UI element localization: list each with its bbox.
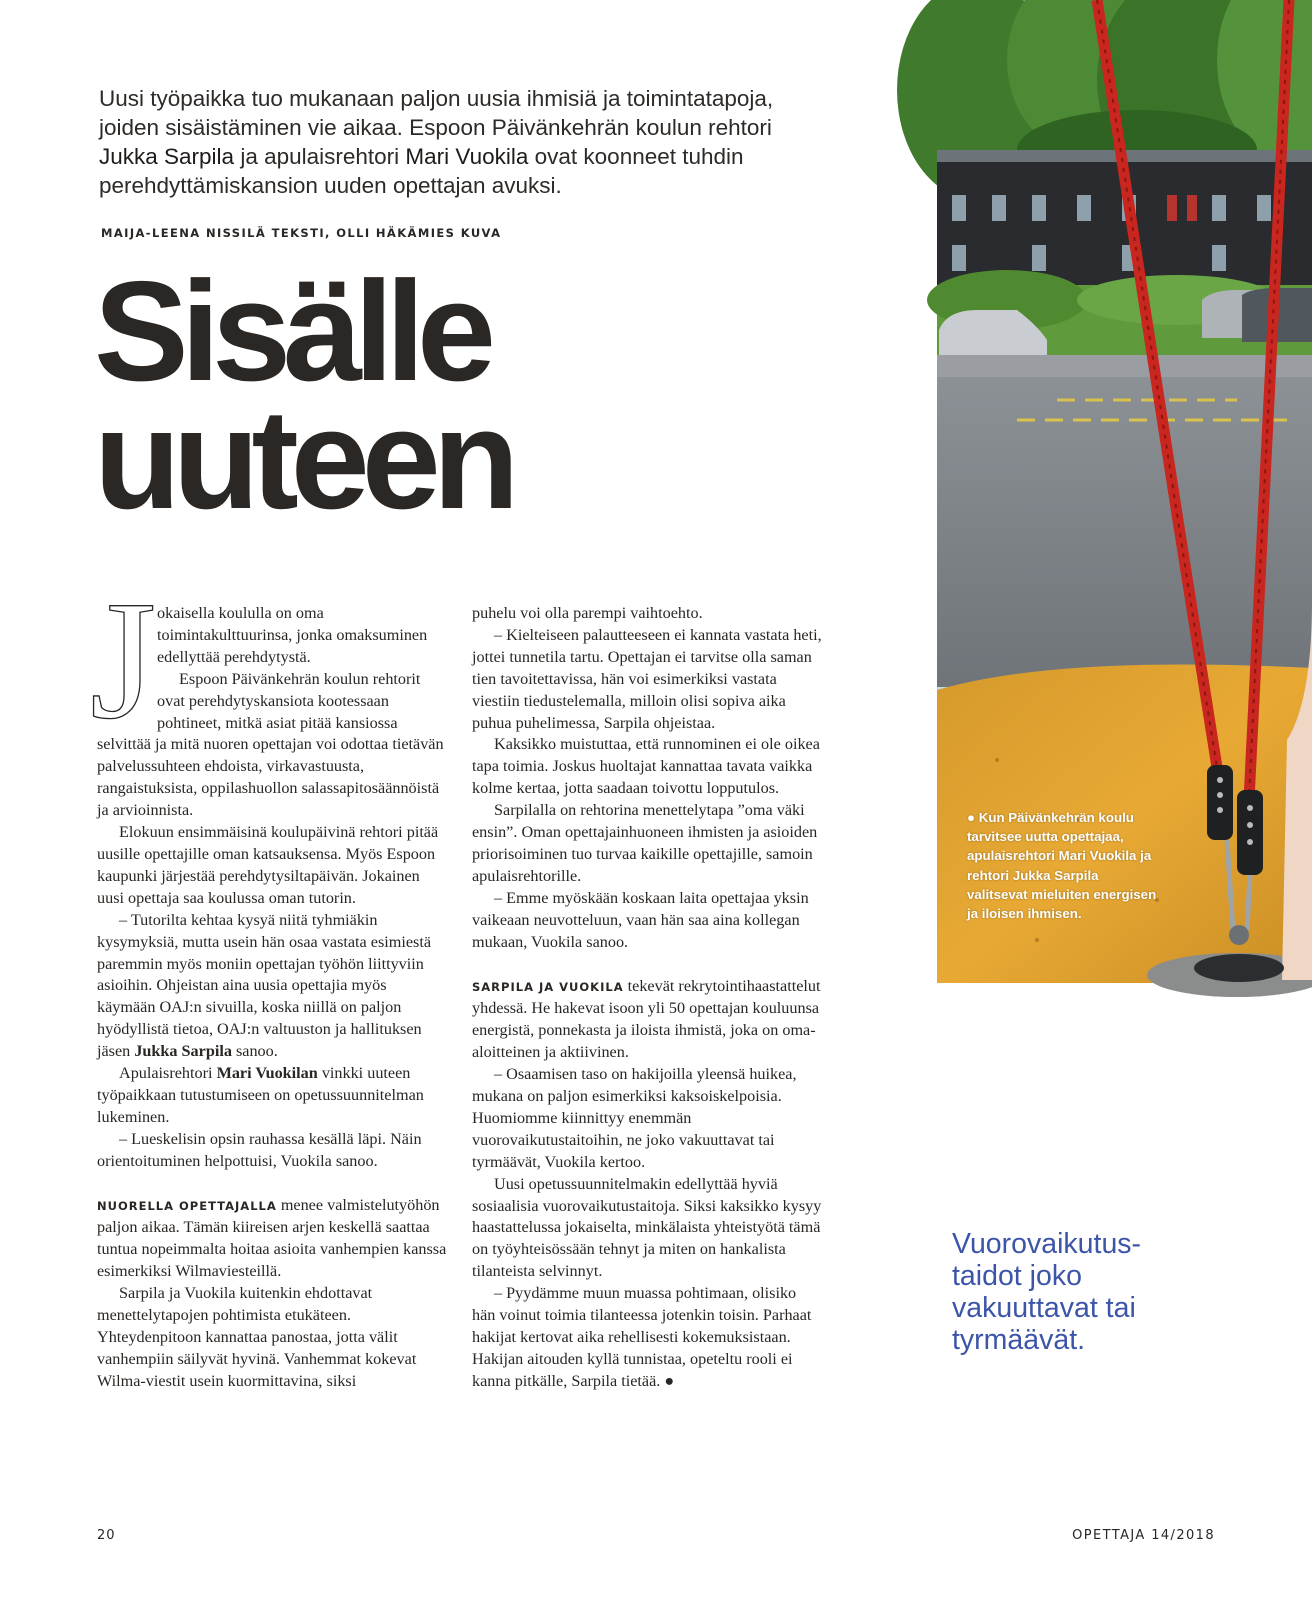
photo-caption: ● Kun Päivänkehrän koulu tarvitsee uutta opettajaa, apulaisrehtori Mari Vuokila ja rehtori Jukka Sarpila valitsevat mieluiten energisen ja iloisen ihmisen. xyxy=(967,810,1157,922)
col2-paragraph-4: Sarpilalla on rehtorina menettelytapa ”oma väki ensin”. Oman opettajainhuoneen ihmisten ja asioiden priorisoiminen tuo turvaa kaikille opettajille, samoin apulaisrehtorille. xyxy=(472,801,818,885)
pull-quote: Vuorovaikutus-taidot joko vakuuttavat tai tyrmäävät. xyxy=(952,1228,1142,1356)
ingress-name-2: Mari Vuokila xyxy=(405,144,529,169)
col1-paragraph-5 xyxy=(97,1063,447,1129)
col2-p6-lead: SARPILA JA VUOKILA xyxy=(472,979,624,994)
col1-paragraph-6: – Lueskelisin opsin rauhassa kesällä läpi. Näin orientoituminen helpottuisi, Vuokila sanoo. xyxy=(97,1129,422,1170)
article-credits: MAIJA-LEENA NISSILÄ TEKSTI, OLLI HÄKÄMIES KUVA xyxy=(101,226,502,240)
drop-cap-letter: J xyxy=(90,566,157,754)
end-mark: ● xyxy=(664,1371,675,1390)
col1-paragraph-8: Sarpila ja Vuokila kuitenkin ehdottavat menettelytapojen pohtimista etukäteen. Yhteydenpitoon kannattaa panostaa, jotta välit vanhempiin säilyvät hyvinä. Vanhemmat kokevat Wilma-viestit usein kuormittavina, siksi xyxy=(97,1284,417,1390)
col1-p4-text-c: sanoo. xyxy=(231,1042,278,1061)
headline-line-2: uuteen xyxy=(94,380,512,539)
col1-paragraph-3: Elokuun ensimmäisinä koulupäivinä rehtori pitää uusille opettajille oman katsauksensa. Myös Espoon kaupunki järjestää perehdytysiltapäivän. Jokainen uusi opettaja saa koulussa oman tutorin. xyxy=(97,823,439,907)
col1-paragraph-1: okaisella koululla on oma toimintakulttuurinsa, jonka omaksuminen edellyttää perehdytystä. xyxy=(157,604,428,666)
col2-paragraph-1: puhelu voi olla parempi vaihtoehto. xyxy=(472,604,703,622)
col2-paragraph-7: – Osaamisen taso on hakijoilla yleensä huikea, mukana on paljon esimerkiksi kaksoiskelpoisia. Huomiomme kiinnittyy enemmän vuorovaikutustaitoihin, ne joko vakuuttavat tai tyrmäävät, Vuokila kertoo. xyxy=(472,1065,797,1171)
body-column-1 xyxy=(90,566,447,1393)
article-ingress xyxy=(99,84,799,200)
drop-cap xyxy=(90,566,157,754)
col2-p6-text: tekevät rekrytointihaastattelut yhdessä. He hakevat isoon yli 50 opettajan kouluunsa energistä, ponnekasta ja iloista ihmistä, joka on oma-aloitteinen ja aktiivinen. xyxy=(472,976,821,1062)
col2-paragraph-3: Kaksikko muistuttaa, että runnominen ei ole oikea tapa toimia. Joskus huoltajat kannattaa tavata vaikka kolme kertaa, jotta saadaan toivottu lopputulos. xyxy=(472,735,820,798)
col1-p4-name: Jukka Sarpila xyxy=(134,1042,232,1061)
ingress-text-2: ja apulaisrehtori xyxy=(234,144,406,169)
ingress-text-1: Uusi työpaikka tuo mukanaan paljon uusia ihmisiä ja toimintatapoja, joiden sisäistäminen vie aikaa. Espoon Päivänkehrän koulun rehtori xyxy=(99,86,774,140)
ingress-text-3: ovat koonneet tuhdin perehdyttämiskansion uuden opettajan avuksi. xyxy=(99,144,744,198)
article-headline xyxy=(94,252,714,539)
col1-paragraph-2: Espoon Päivänkehrän koulun rehtorit ovat perehdytyskansiota kootessaan pohtineet, mitkä asiat pitää kansiossa selvittää ja mitä nuoren opettajan voi odottaa tietävän palvelussuhteen ehdoista, virkavastuusta, rangaistuksista, oppilashuollon salassapitosäännöistä ja arvioinnista. xyxy=(97,669,444,820)
col1-paragraph-4 xyxy=(97,910,447,1063)
headline-line-1: Sisälle xyxy=(94,252,488,411)
col1-p7-text: menee valmistelutyöhön paljon aikaa. Tämän kiireisen arjen keskellä saattaa tuntua nopeimmalta hoitaa asioita vanhempien kanssa esimerkiksi Wilmaviesteillä. xyxy=(97,1195,447,1281)
col1-p5-text-c: vinkki uuteen työpaikkaan tutustumiseen on opetussuunnitelman lukeminen. xyxy=(97,1064,424,1126)
ingress-name-1: Jukka Sarpila xyxy=(99,144,235,169)
magazine-issue: OPETTAJA 14/2018 xyxy=(1072,1528,1215,1543)
col1-p5-name: Mari Vuokilan xyxy=(216,1064,318,1083)
col2-paragraph-2: – Kielteiseen palautteeseen ei kannata vastata heti, jottei tunnetila tartu. Opettajan ei tarvitse olla saman tien tavoitettavissa, hän voi esimerkiksi vastata viestiin tiedustelemalla, milloin olisi sopiva aika puhua puhelimessa, Sarpila ohjeistaa. xyxy=(472,625,822,732)
col1-p5-text-a: Apulaisrehtori xyxy=(119,1064,217,1083)
page-number: 20 xyxy=(97,1528,116,1543)
col2-paragraph-8: Uusi opetussuunnitelmakin edellyttää hyviä sosiaalisia vuorovaikutustaitoja. Siksi kaksikko kysyy haastattelussa jokaiselta, minkälaista yhteistyötä tämä on työyhteisössään tehnyt ja miten on hankalista tilanteista selvinnyt. xyxy=(472,1174,822,1281)
col1-p4-text-a: – Tutorilta kehtaa kysyä niitä tyhmiäkin kysymyksiä, mutta usein hän osaa vastata esimiestä paremmin myös moniin opettajan työhön liittyviin asioihin. Ohjeistan aina uusia opettajia myös käymään OAJ:n sivuilla, koska niillä on paljon hyödyllistä tietoa, OAJ:n valtuuston ja hallituksen jäsen xyxy=(97,910,432,1061)
col2-paragraph-6 xyxy=(472,976,822,1065)
col2-paragraph-9 xyxy=(472,1283,822,1393)
col2-p9-text: – Pyydämme muun muassa pohtimaan, olisiko hän voinut toimia tilanteessa jotenkin toisin. Parhaat hakijat kertovat aika rehellisesti kokemuksistaan. Hakijan aitouden kyllä tunnistaa, opeteltu rooli ei kanna pitkälle, Sarpila tietää. xyxy=(472,1284,812,1390)
col1-paragraph-7 xyxy=(97,1195,447,1284)
col1-p7-lead: NUORELLA OPETTAJALLA xyxy=(97,1198,277,1213)
body-column-2 xyxy=(472,603,822,1393)
col2-paragraph-5: – Emme myöskään koskaan laita opettajaa yksin vaikeaan neuvotteluun, vaan hän saa aina kollegan mukaan, Vuokila sanoo. xyxy=(472,888,809,951)
